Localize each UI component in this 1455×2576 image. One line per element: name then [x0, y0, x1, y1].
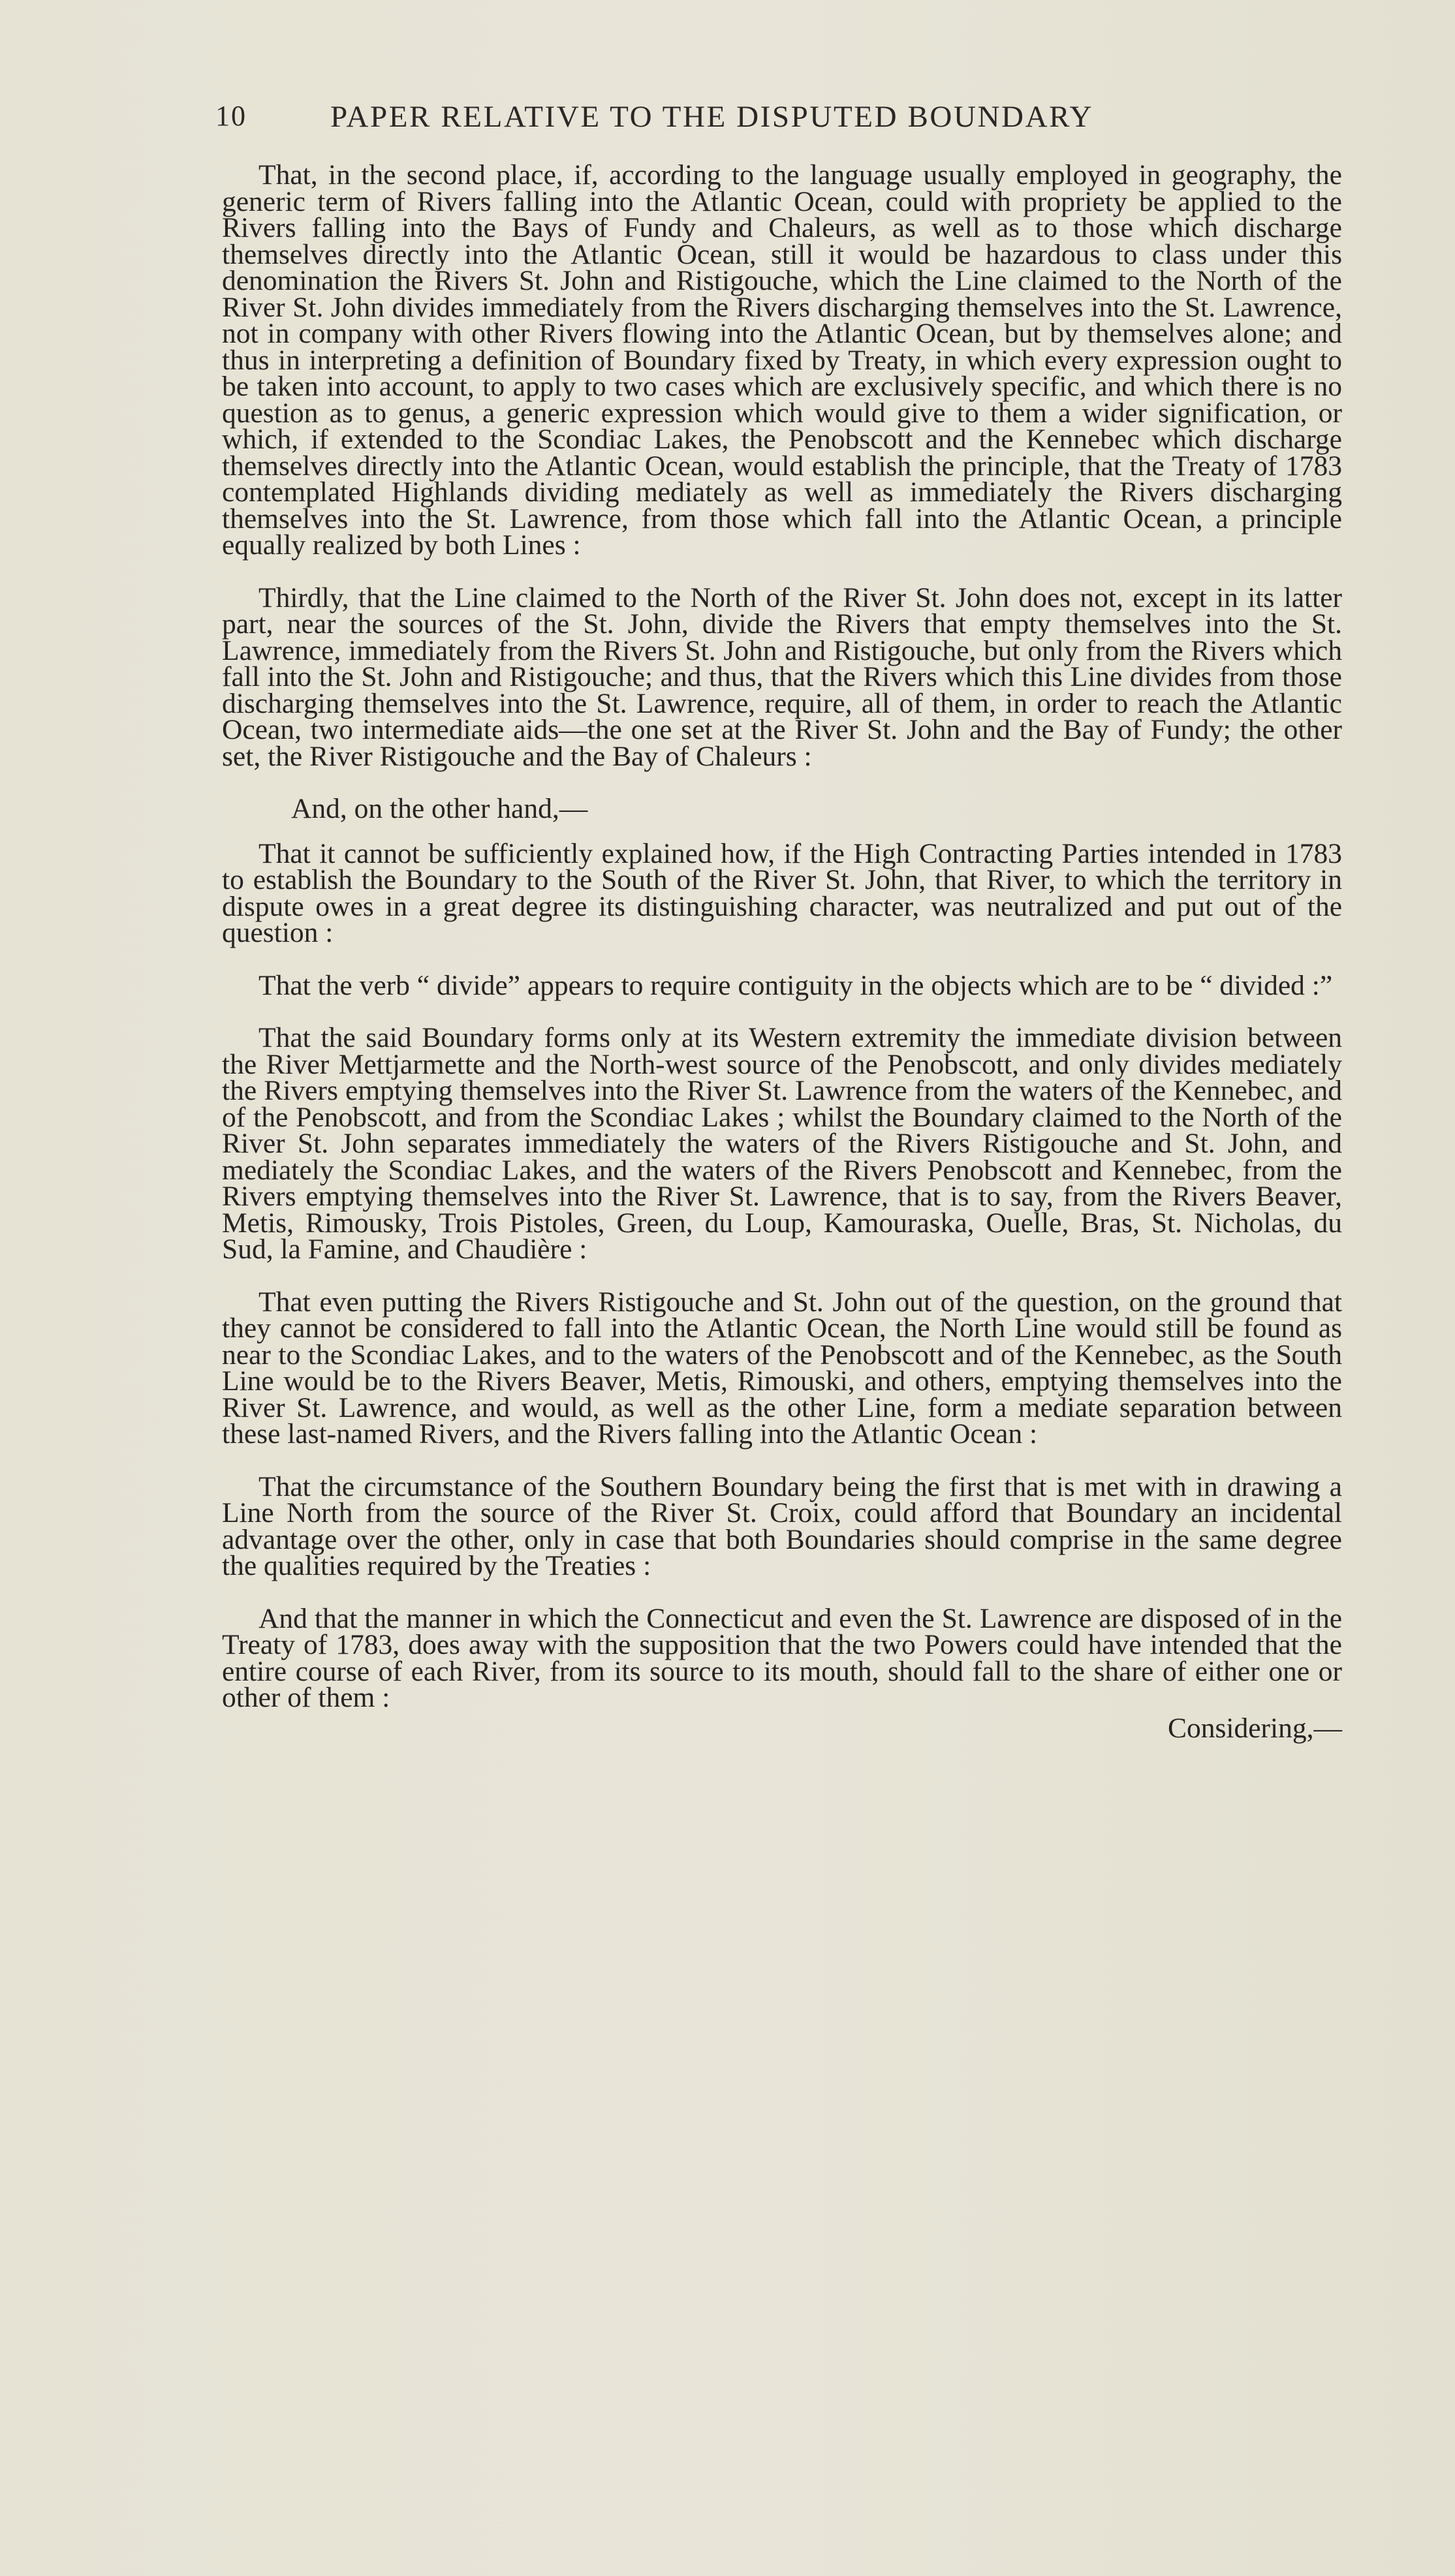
- paragraph-said-boundary: That the said Boundary forms only at its Western extremity the immediate division between the River Mettjarmette and the North-west source of the Penobscott, and only divides mediately the Rivers emptying themselves into the River St. Lawrence from the waters of the Kennebec, and of the Penobscott, and from the Scondiac Lakes ; whilst the Boundary claimed to the North of the River St. John separates immediately the waters of the Rivers Ristigouche and St. John, and mediately the Scondiac Lakes, and the waters of the Rivers Penobscott and Kennebec, from the Rivers emptying themselves into the River St. Lawrence, that is to say, from the Rivers Beaver, Metis, Rimousky, Trois Pistoles, Green, du Loup, Kamouraska, Ouelle, Bras, St. Nicholas, du Sud, la Famine, and Chaudière :: [222, 1022, 1342, 1265]
- running-header: [215, 99, 1247, 138]
- paragraph-circumstance: That the circumstance of the Southern Boundary being the first that is met with in drawing a Line North from the source of the River St. Croix, could afford that Boundary an incidental advantage over the other, only in case that both Boundaries should comprise in the same degree the qualities required by the Treaties :: [222, 1470, 1342, 1581]
- body-text: [222, 159, 1342, 1744]
- paragraph-not-explained: That it cannot be sufficiently explained how, if the High Contracting Parties intended in 1783 to establish the Boundary to the South of the River St. John, that River, to which the territory in dispute owes in a great degree its distinguishing character, was neutralized and put out of the question :: [222, 837, 1342, 948]
- paragraph-even-putting: That even putting the Rivers Ristigouche and St. John out of the question, on the ground that they cannot be considered to fall into the Atlantic Ocean, the North Line would still be found as near to the Scondiac Lakes, and to the waters of the Penobscott and of the Kennebec, as the South Line would be to the Rivers Beaver, Metis, Rimouski, and others, emptying themselves into the River St. Lawrence, and would, as well as the other Line, form a mediate separation between these last-named Rivers, and the Rivers falling into the Atlantic Ocean :: [222, 1286, 1342, 1450]
- paragraph-second-place: That, in the second place, if, according to the language usually employed in geography, the generic term of Rivers falling into the Atlantic Ocean, could with propriety be applied to the Rivers falling into the Bays of Fundy and Chaleurs, as well as to those which discharge themselves directly into the Atlantic Ocean, still it would be hazardous to class under this denomination the Rivers St. John and Ristigouche, which the Line claimed to the North of the River St. John divides immediately from the Rivers discharging themselves into the St. Lawrence, not in company with other Rivers flowing into the Atlantic Ocean, but by themselves alone; and thus in interpreting a definition of Boundary fixed by Treaty, in which every expression ought to be taken into account, to apply to two cases which are exclusively specific, and which there is no question as to genus, a generic expression which would give to them a wider signification, or which, if extended to the Scondiac Lakes, the Penobscott and the Kennebec which discharge themselves directly into the Atlantic Ocean, would establish the principle, that the Treaty of 1783 contemplated Highlands dividing mediately as well as immediately the Rivers discharging themselves into the St. Lawrence, from those which fall into the Atlantic Ocean, a principle equally realized by both Lines :: [222, 159, 1342, 561]
- paragraph-manner: And that the manner in which the Connecticut and even the St. Lawrence are disposed of in the Treaty of 1783, does away with the supposition that the two Powers could have intended that the entire course of each River, from its source to its mouth, should fall to the share of either one or other of them :: [222, 1602, 1342, 1713]
- catchword: Considering,—: [1167, 1712, 1342, 1744]
- paragraph-verb-divide: That the verb “ divide” appears to require contiguity in the objects which are to be “ divided :”: [258, 969, 1333, 1001]
- paragraph-other-hand: And, on the other hand,—: [291, 793, 588, 824]
- page-number: 10: [215, 100, 247, 132]
- running-title: PAPER RELATIVE TO THE DISPUTED BOUNDARY: [330, 100, 1094, 134]
- paragraph-thirdly: Thirdly, that the Line claimed to the North of the River St. John does not, except in its latter part, near the sources of the St. John, divide the Rivers that empty themselves into the St. Lawrence, immediately from the Rivers St. John and Ristigouche, but only from the Rivers which fall into the St. John and Ristigouche; and thus, that the Rivers which this Line divides from those discharging themselves into the St. Lawrence, require, all of them, in order to reach the Atlantic Ocean, two intermediate aids—the one set at the River St. John and the Bay of Fundy; the other set, the River Ristigouche and the Bay of Chaleurs :: [222, 582, 1342, 772]
